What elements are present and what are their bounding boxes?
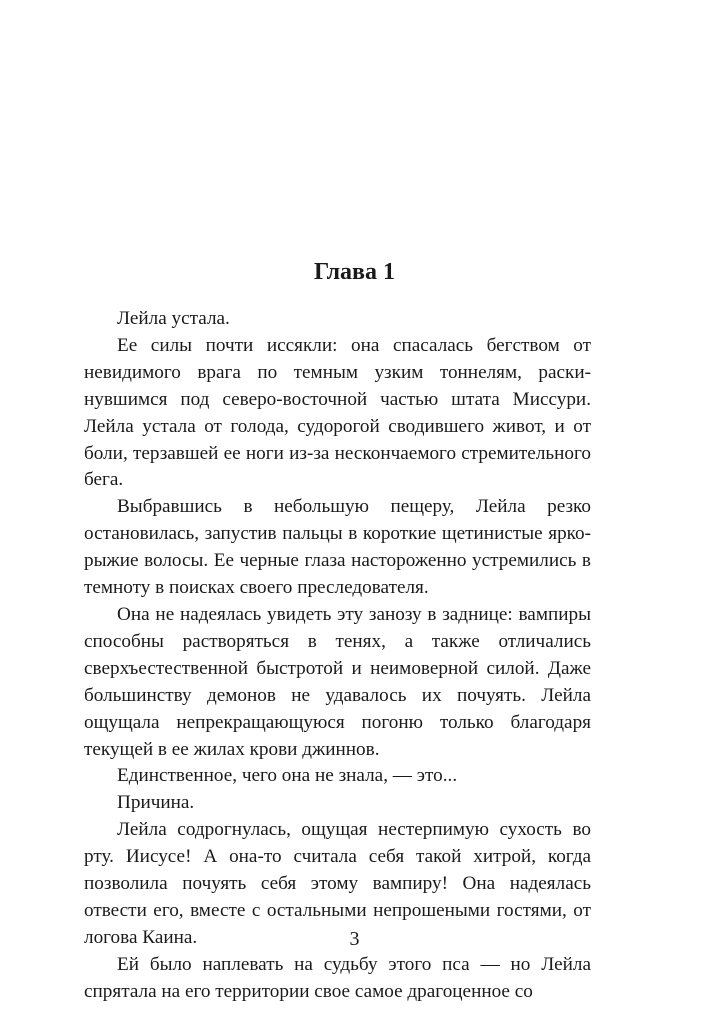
paragraph: Ей было наплевать на судьбу этого пса — но Лейла спрятала на его территории свое самое драгоценное со [84, 953, 591, 1002]
paragraph: Выбравшись в небольшую пещеру, Лейла резко остановилась, запустив пальцы в короткие щетинистые ярко-рыжие волосы. Ее черные глаза настороженно устремились в темноту в поисках своего преследователя. [84, 496, 591, 599]
paragraph: Ее силы почти иссякли: она спасалась бегством от невидимого врага по темным узким тоннелям, раскинувшимся под северо-восточной частью штата Миссури. Лейла устала от голода, судорогой сводившего живот, и от боли, терзавшей ее ноги из-за нескончаемого стремительного бега. [84, 334, 591, 491]
paragraph: Единственное, чего она не знала, — это... [117, 765, 458, 787]
paragraph: Лейла содрогнулась, ощущая нестерпимую сухость во рту. Иисусе! А она-то считала себя такой хитрой, когда позволила почуять себя этому вампиру! Она надеялась отвести его, вместе с остальными непрошеными гостями, от логова Каина. [84, 819, 591, 948]
paragraph: Причина. [117, 792, 195, 814]
chapter-body [84, 306, 591, 1006]
paragraph: Она не надеялась увидеть эту занозу в заднице: вампиры способны растворяться в тенях, а также отличались сверхъестественной быстротой и неимоверной силой. Даже большинству демонов не удавалось их почуять. Лейла ощущала непрекращающуюся погоню только благодаря текущей в ее жилах крови джиннов. [84, 603, 591, 760]
page-number: 3 [349, 928, 360, 950]
chapter-title: Глава 1 [314, 259, 395, 285]
paragraph: Лейла устала. [117, 308, 230, 329]
